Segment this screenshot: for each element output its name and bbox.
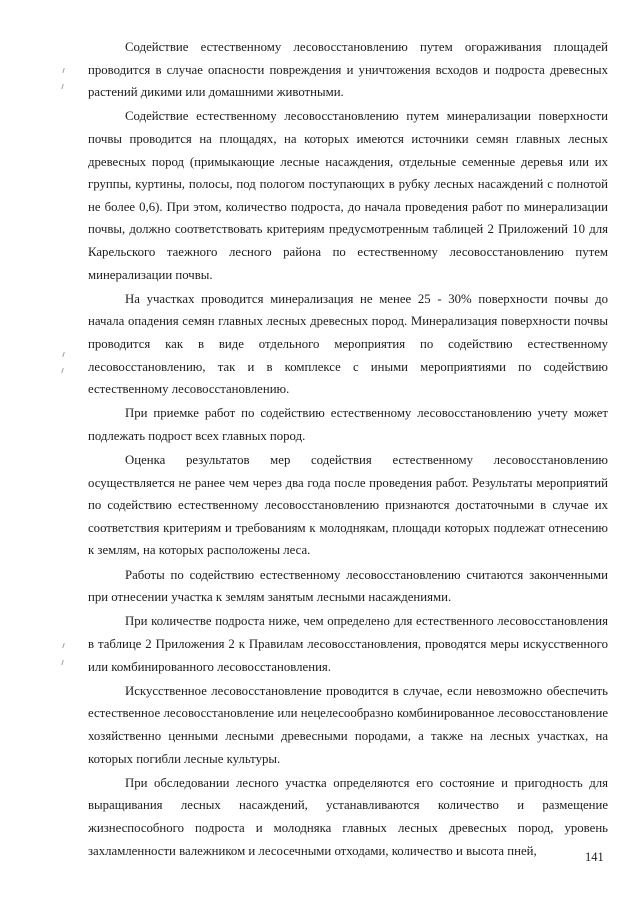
page-number: 141 bbox=[585, 850, 604, 864]
scan-artifact-mark bbox=[62, 643, 64, 648]
scan-artifact-mark bbox=[61, 368, 63, 373]
paragraph-insufficient-undergrowth: При количестве подроста ниже, чем определено для естественного лесовосстановления в таблице 2 Приложения 2 к Правилам лесовосстановления, проводятся меры искусственного или комбинированного лесовосстановления. bbox=[88, 614, 608, 674]
paragraph-site-survey: При обследовании лесного участка определяются его состояние и пригодность для выращивания лесных насаждений, устанавливаются количество и размещение жизнеспособного подроста и молодняка главных лесных древесных пород, уровень захламленности валежником и лесосечными отходами, количество и высота пней, bbox=[88, 775, 608, 858]
paragraph-mineralization-share: На участках проводится минерализация не менее 25 - 30% поверхности почвы до начала опадения семян главных лесных древесных пород. Минерализация поверхности почвы проводится как в виде отдельного мероприятия по содействию естественному лесовосстановлению, так и в комплексе с иными мероприятиями по содействию естественному лесовосстановлению. bbox=[88, 291, 608, 397]
paragraph-completion: Работы по содействию естественному лесовосстановлению считаются законченными при отнесении участка к землям занятым лесными насаждениями. bbox=[88, 567, 608, 605]
scan-artifact-mark bbox=[61, 660, 63, 665]
paragraph-fencing: Содействие естественному лесовосстановлению путем огораживания площадей проводится в случае опасности повреждения и уничтожения всходов и подроста древесных растений дикими или домашними животными. bbox=[88, 40, 608, 100]
scan-artifact-mark bbox=[62, 352, 64, 357]
scan-artifact-mark bbox=[62, 68, 64, 73]
paragraph-artificial-reforestation: Искусственное лесовосстановление проводится в случае, если невозможно обеспечить естественное лесовосстановление или нецелесообразно комбинированное лесовосстановление хозяйственно ценными лесными древесными породами, а также на лесных участках, на которых погибли лесные культуры. bbox=[88, 683, 608, 766]
paragraph-soil-mineralization: Содействие естественному лесовосстановлению путем минерализации поверхности почвы проводится на площадях, на которых имеются источники семян главных лесных древесных пород (примыкающие лесные насаждения, отдельные семенные деревья или их группы, куртины, полосы, под пологом поступающих в рубку лесных насаждений с полнотой не более 0,6). При этом, количество подроста, до начала проведения работ по минерализации почвы, должно соответствовать критериям предусмотренным таблицей 2 Приложений 10 для Карельского таежного лесного района по естественному лесовосстановлению путем минерализации почвы. bbox=[88, 109, 608, 282]
paragraph-acceptance: При приемке работ по содействию естественному лесовосстановлению учету может подлежать подрост всех главных пород. bbox=[88, 406, 608, 443]
scan-artifact-mark bbox=[61, 84, 63, 89]
paragraph-assessment: Оценка результатов мер содействия естественному лесовосстановлению осуществляется не ранее чем через два года после проведения работ. Результаты мероприятий по содействию естественному лесовосстановлению признаются достаточными в случае их соответствия критериям и требованиям к молоднякам, площади которых подлежат отнесению к землям, на которых расположены леса. bbox=[88, 453, 608, 558]
body-text bbox=[88, 36, 608, 864]
